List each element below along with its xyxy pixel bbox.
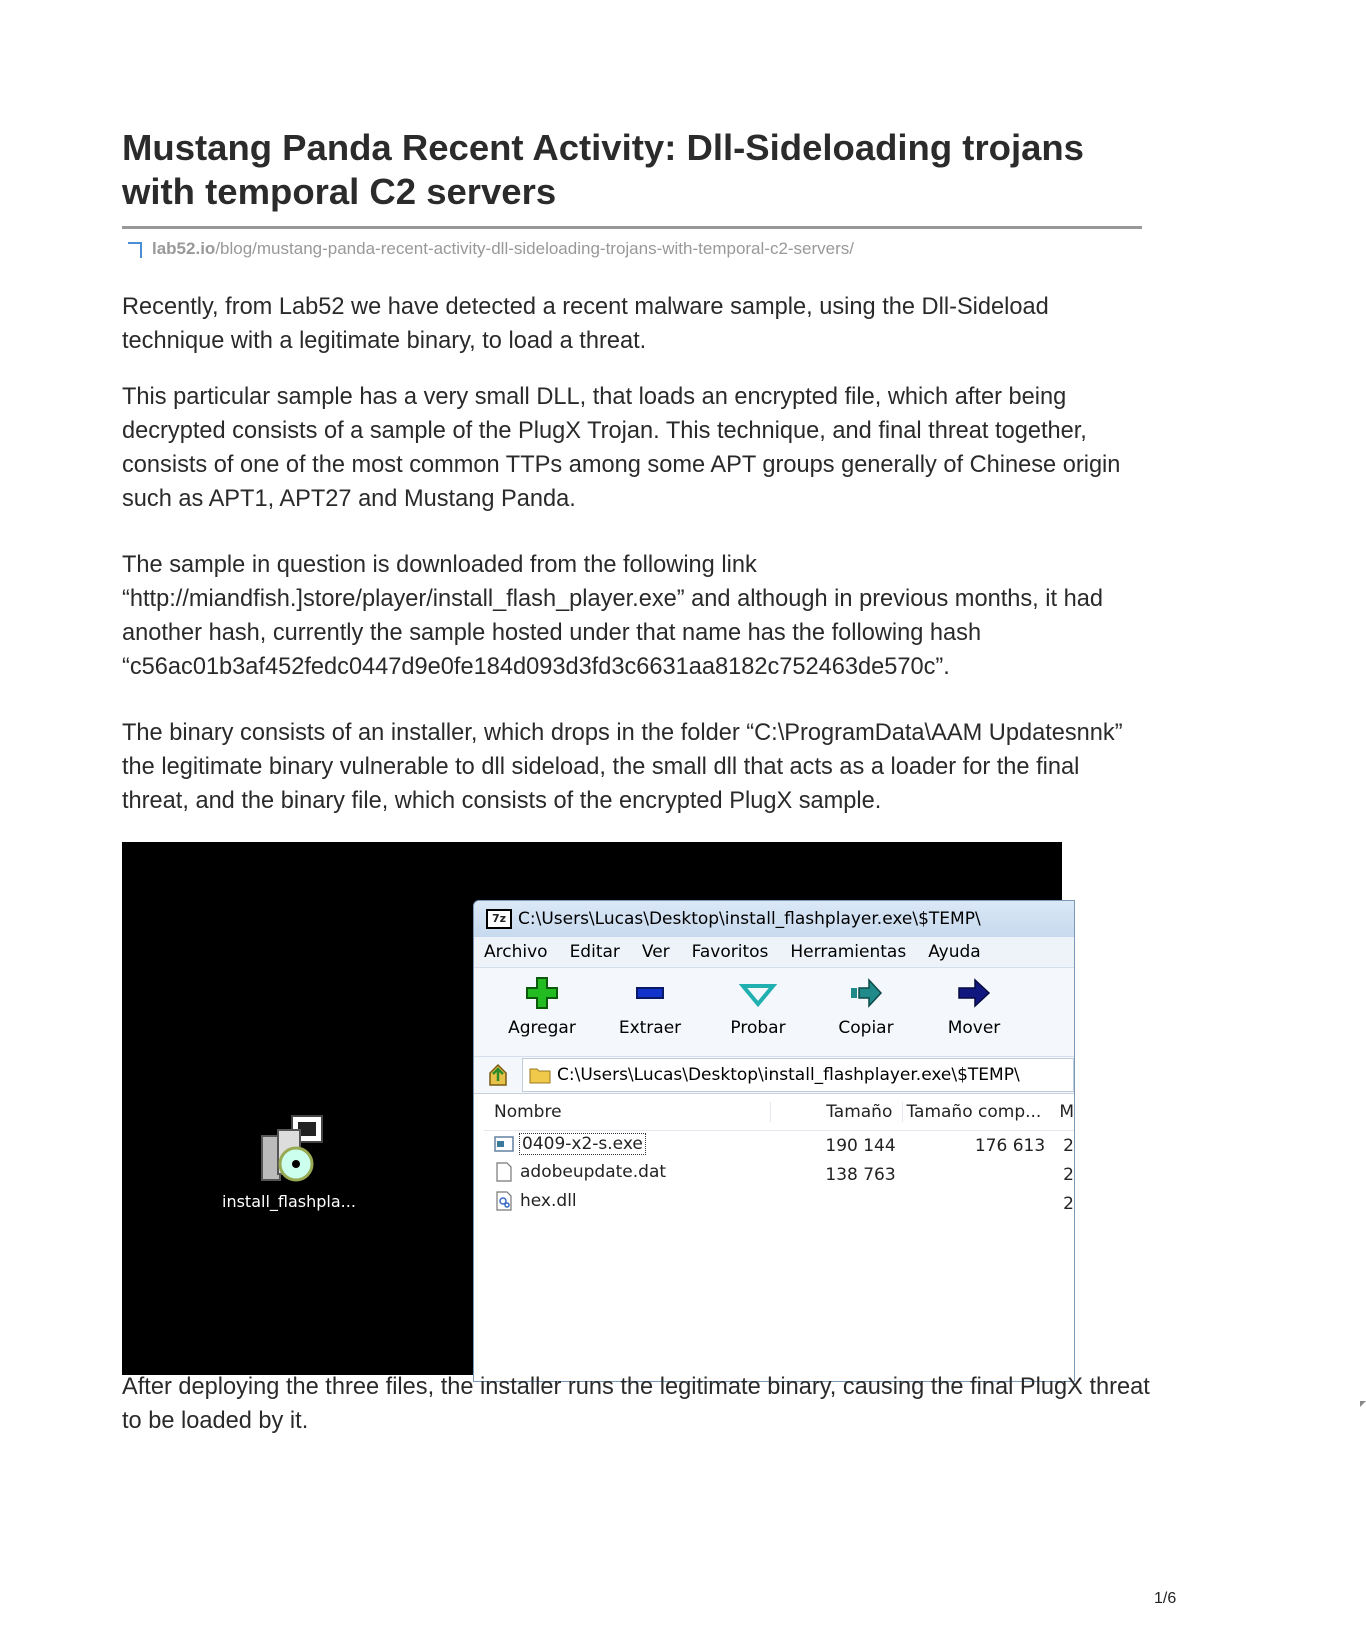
- extract-button[interactable]: [596, 968, 704, 1038]
- file-row[interactable]: [484, 1160, 1074, 1189]
- path-text: C:\Users\Lucas\Desktop\install_flashplayer.exe\$TEMP\: [557, 1065, 1020, 1085]
- column-size[interactable]: Tamaño: [771, 1102, 903, 1122]
- paragraph-installer: The binary consists of an installer, which drops in the folder “C:\ProgramData\AAM Updatesnnk” the legitimate binary vulnerable to dll sideload, the small dll that acts as a loader for the final threat, and the binary file, which consists of the encrypted PlugX sample.: [122, 720, 1123, 814]
- add-button[interactable]: [488, 968, 596, 1038]
- source-path: /blog/mustang-panda-recent-activity-dll-sideloading-trojans-with-temporal-c2-servers/: [215, 239, 855, 258]
- copy-arrow-icon: [849, 976, 883, 1010]
- column-packed-size[interactable]: Tamaño comp...: [906, 1102, 1042, 1122]
- plus-icon: [525, 976, 559, 1010]
- paragraph-intro: Recently, from Lab52 we have detected a recent malware sample, using the Dll-Sideload technique with a legitimate binary, to load a threat.: [122, 294, 1049, 354]
- file-list: [484, 1094, 1074, 1218]
- menu-editar[interactable]: Editar: [569, 942, 620, 962]
- screenshot-figure: [122, 842, 1074, 1375]
- menu-favoritos[interactable]: Favoritos: [691, 942, 769, 962]
- copy-button-label: Copiar: [838, 1018, 894, 1038]
- exe-file-icon: [494, 1135, 514, 1153]
- installer-icon: [256, 1114, 326, 1184]
- file-modified: 2: [1063, 1135, 1074, 1156]
- menu-archivo[interactable]: Archivo: [484, 942, 548, 962]
- minus-icon: [633, 976, 667, 1010]
- address-bar: [474, 1057, 1074, 1094]
- paragraph-download: The sample in question is downloaded from the following link “http://miandfish.]store/player/install_flash_player.exe” and although in previous months, it had another hash, currently the sample hosted under that name has the following hash “c56ac01b3af452fedc0447d9e0fe184d093d3fd3c6631aa8182c752463de570c”.: [122, 552, 1104, 680]
- menu-ver[interactable]: Ver: [641, 942, 670, 962]
- paragraph-execution: After deploying the three files, the installer runs the legitimate binary, causing the final PlugX threat to be loaded by it.: [122, 1374, 1150, 1434]
- mouse-cursor-icon: [1360, 1401, 1366, 1407]
- test-button-label: Probar: [730, 1018, 786, 1038]
- file-name: adobeupdate.dat: [520, 1162, 667, 1182]
- blank-file-icon: [494, 1162, 514, 1182]
- dll-file-icon: [494, 1191, 514, 1211]
- file-row[interactable]: [484, 1189, 1074, 1218]
- link-hook-icon: [128, 242, 142, 258]
- toolbar: [474, 968, 1074, 1057]
- menu-herramientas[interactable]: Herramientas: [790, 942, 907, 962]
- path-input[interactable]: [522, 1058, 1074, 1092]
- article-title: Mustang Panda Recent Activity: Dll-Sideloading trojans with temporal C2 servers: [122, 127, 1084, 212]
- file-modified: 2: [1063, 1193, 1074, 1214]
- file-list-header: [484, 1094, 1074, 1131]
- file-row[interactable]: [484, 1131, 1074, 1160]
- move-arrow-icon: [957, 976, 991, 1010]
- add-button-label: Agregar: [508, 1018, 576, 1038]
- up-folder-icon[interactable]: [486, 1063, 510, 1087]
- window-title: C:\Users\Lucas\Desktop\install_flashplayer.exe\$TEMP\: [518, 909, 981, 929]
- file-name: 0409-x2-s.exe: [522, 1133, 643, 1154]
- archive-window: [473, 900, 1075, 1382]
- page-number: 1/6: [1154, 1590, 1177, 1607]
- paragraph-dll: This particular sample has a very small DLL, that loads an encrypted file, which after being decrypted consists of a sample of the PlugX Trojan. This technique, and final threat together, consists of one of the most common TTPs among some APT groups generally of Chinese origin such as APT1, APT27 and Mustang Panda.: [122, 384, 1121, 512]
- column-name[interactable]: Nombre: [484, 1102, 771, 1122]
- copy-button[interactable]: [812, 968, 920, 1038]
- file-name: hex.dll: [520, 1191, 577, 1211]
- file-size: 190 144: [825, 1135, 896, 1156]
- check-icon: [741, 976, 775, 1010]
- menu-bar: [474, 937, 1074, 968]
- folder-icon: [529, 1066, 551, 1084]
- file-modified: 2: [1063, 1164, 1074, 1185]
- file-packed-size: 176 613: [974, 1135, 1046, 1156]
- desktop-icon-label: install_flashpla...: [222, 1192, 356, 1211]
- title-divider: [122, 226, 1142, 229]
- window-titlebar: [474, 901, 1074, 937]
- move-button[interactable]: [920, 968, 1028, 1038]
- test-button[interactable]: [704, 968, 812, 1038]
- move-button-label: Mover: [947, 1018, 1001, 1038]
- file-size: 138 763: [825, 1164, 896, 1185]
- extract-button-label: Extraer: [618, 1018, 682, 1038]
- source-link[interactable]: [128, 239, 854, 259]
- menu-ayuda[interactable]: Ayuda: [928, 942, 981, 962]
- source-domain: lab52.io: [152, 239, 216, 258]
- 7zip-app-icon: 7z: [486, 909, 512, 929]
- column-modified[interactable]: M: [1059, 1102, 1074, 1122]
